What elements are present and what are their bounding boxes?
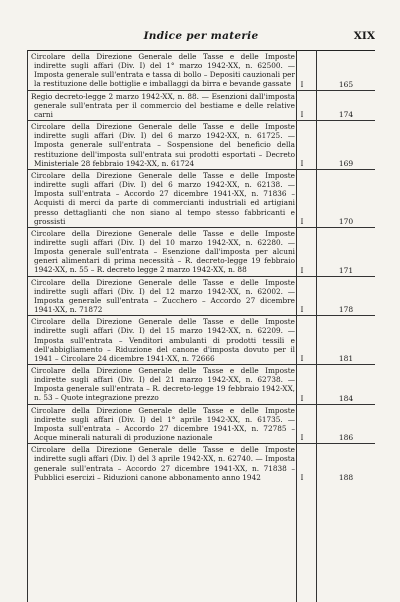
entry-page: 186 [338,433,354,443]
index-entry [27,277,375,317]
entry-description: Regio decreto-legge 2 marzo 1942-XX, n. 88. — Esenzioni dall'imposta generale sull'entrata per il commercio del bestiame e delle relative carni [31,91,295,119]
header-title: Indice per materie [143,30,259,42]
entry-description: Circolare della Direzione Generale delle Tasse e delle Imposte indirette sugli affari (Div. I) del 6 marzo 1942-XX, n. 62138. — Imposta sull'entrata – Accordo 27 dicembre 1941-XX, n. 71836 – Acquisti di merci da parte di commercianti industriali ed artigiani presso dettaglianti che non siano al tempo stesso fabbricanti e grossisti [31,170,295,226]
index-entry [27,170,375,228]
index-entries [27,51,375,483]
entry-description: Circolare della Direzione Generale delle Tasse e delle Imposte indirette sugli affari (Div. I) del 6 marzo 1942-XX, n. 61725. — Imposta generale sull'entrata – Sospensione del beneficio della restituzione dell'imposta sull'entrata sui prodotti esportati – Decreto Ministeriale 28 febbraio 1942-XX, n. 61724 [31,122,295,168]
index-entry [27,444,375,483]
entry-page: 174 [338,110,354,120]
entry-volume: I [300,110,304,120]
index-entry [27,51,375,91]
entry-volume: I [300,158,304,168]
entry-volume: I [300,305,304,315]
index-entry [27,316,375,365]
index-entry [27,91,375,121]
index-entry [27,228,375,277]
entry-description: Circolare della Direzione Generale delle Tasse e delle Imposte indirette sugli affari (Div. I) del 1° aprile 1942-XX, n. 61735. — Imposta sull'entrata – Accordo 27 dicembre 1941-XX, n. 72785 – Acque minerali naturali di produzione nazionale [31,405,295,443]
entry-description: Circolare della Direzione Generale delle Tasse e delle Imposte indirette sugli affari (Div. I) del 21 marzo 1942-XX, n. 62738. — Imposta generale sull'entrata – R. decreto-legge 19 febbraio 1942-XX, n. 53 – Quote integrazione prezzo [31,366,295,403]
entry-volume: I [300,472,304,482]
entry-page: 170 [338,216,354,226]
index-entry [27,365,375,405]
running-header [27,30,375,48]
index-entry [27,405,375,445]
entry-page: 184 [338,393,354,403]
entry-volume: I [300,354,304,363]
entry-description: Circolare della Direzione Generale delle Tasse e delle Imposte indirette sugli affari (Div. I) del 3 aprile 1942-XX, n. 62740. — Imposta generale sull'entrata – Accordo 27 dicembre 1941-XX, n. 71838 – Pubblici esercizi – Riduzioni canone abbonamento anno 1942 [31,445,295,482]
entry-page: 181 [338,354,354,363]
entry-volume: I [300,265,304,275]
entry-volume: I [300,216,304,226]
entry-description: Circolare della Direzione Generale delle Tasse e delle Imposte indirette sugli affari (Div. I) del 1° marzo 1942-XX, n. 62500. — Imposta generale sull'entrata e tassa di bollo – Depositi cauzionali per la restituzione delle bottiglie e imballaggi da birra e bevande gassate [31,52,295,89]
header-page-number: XIX [353,30,375,42]
entry-page: 165 [338,79,354,89]
entry-page: 169 [338,158,354,168]
index-entry [27,121,375,170]
entry-page: 178 [338,305,354,315]
entry-description: Circolare della Direzione Generale delle Tasse e delle Imposte indirette sugli affari (Div. I) del 15 marzo 1942-XX, n. 62209. — Imposta sull'entrata – Venditori ambulanti di prodotti tessili e dell'abbigliamento – Riduzione del canone d'imposta dovuto per il 1941 – Circolare 24 dicembre 1941-XX, n. 72666 [31,317,295,363]
entry-description: Circolare della Direzione Generale delle Tasse e delle Imposte indirette sugli affari (Div. I) del 10 marzo 1942-XX, n. 62280. — Imposta generale sull'entrata – Esenzione dall'imposta per alcuni generi alimentari di prima necessità – R. decreto-legge 19 febbraio 1942-XX, n. 55 – R. decreto legge 2 marzo 1942-XX, n. 88 [31,228,295,275]
entry-volume: I [300,433,304,443]
entry-page: 171 [338,265,354,275]
entry-volume: I [300,79,304,89]
entry-page: 188 [338,472,354,482]
entry-volume: I [300,393,304,403]
entry-description: Circolare della Direzione Generale delle Tasse e delle Imposte indirette sugli affari (Div. I) del 12 marzo 1942-XX, n. 62002. — Imposta generale sull'entrata – Zucchero – Accordo 27 dicembre 1941-XX, n. 71872 [31,277,295,315]
